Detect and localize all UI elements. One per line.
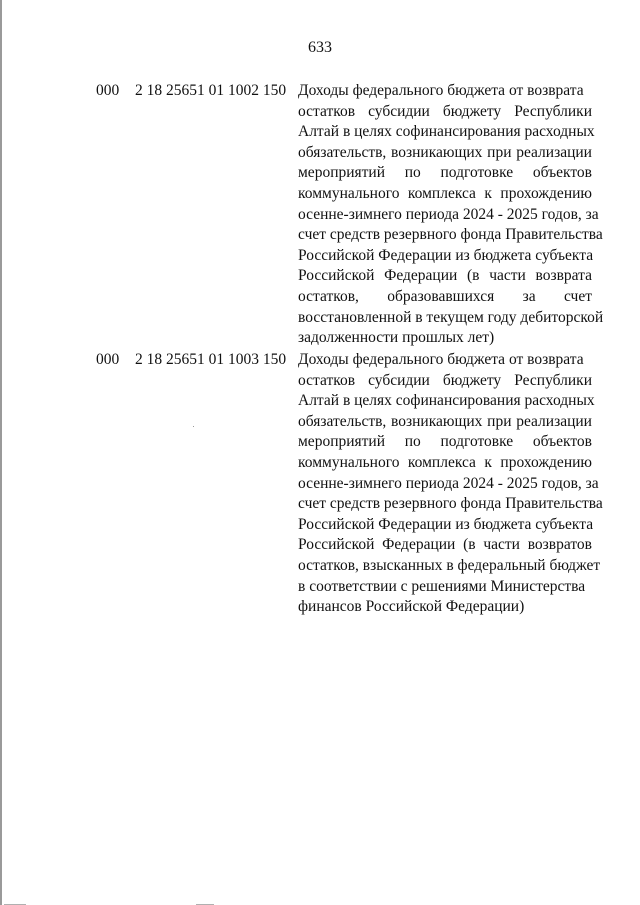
description-word: мероприятий [298,433,386,451]
description-line [298,432,592,453]
description-word: (в [467,267,480,285]
description-word: объектов [532,433,592,451]
description-word: остатков, [298,287,359,305]
description-line: осенне-зимнего периода 2024 - 2025 годов, за [298,474,599,492]
description-word: прохождению [500,453,592,471]
entry-description [298,81,604,349]
description-word: субсидии [368,371,430,389]
description-line [298,102,592,123]
description-line: Доходы федерального бюджета от возврата [298,82,584,99]
description-line: в соответствии с решениями Министерства [298,577,586,595]
description-line [298,143,592,164]
description-word: прохождению [500,184,592,202]
description-line [298,453,592,474]
description-line: Российской Федерации из бюджета субъекта [298,246,594,264]
description-word: обязательств, [298,143,387,161]
description-line: Алтай в целях софинансирования расходных [298,123,595,141]
description-word: возникающих [391,412,483,430]
description-word: возникающих [391,143,483,161]
description-line: осенне-зимнего периода 2024 - 2025 годов, за [298,205,599,223]
entry-description [298,350,603,618]
description-word: по [404,164,421,182]
description-word: возвратов [527,536,592,554]
description-word: бюджету [442,102,502,120]
description-word: реализации [516,143,592,161]
description-word: к [484,184,492,202]
description-word: Федерации [382,536,456,554]
description-line [298,535,592,556]
description-word: Республики [514,102,592,120]
description-line: Алтай в целях софинансирования расходных [298,392,595,410]
description-word: подготовке [440,164,514,182]
description-word: коммунального [298,184,400,202]
description-word: Российской [298,267,375,285]
description-word: по [404,433,421,451]
description-word: части [483,536,520,554]
description-word: возврата [535,267,592,285]
description-word: остатков [298,371,356,389]
description-line: Российской Федерации из бюджета субъекта [298,515,594,533]
description-line: задолженности прошлых лет) [298,329,495,347]
description-word: Федерации [384,267,458,285]
description-line: счет средств резервного фонда Правительства [298,226,603,244]
description-word: счет [563,287,592,305]
description-word: за [522,287,536,305]
description-line: финансов Российской Федерации) [298,598,525,616]
description-line: восстановленной в текущем году дебиторской [298,308,604,326]
description-word: (в [463,536,476,554]
scan-left-edge [0,0,2,905]
description-line [298,371,592,392]
description-line: остатков, взысканных в федеральный бюджет [298,556,601,574]
description-word: Республики [514,371,592,389]
admin-code: 000 [96,351,120,368]
scan-speck [193,426,194,427]
description-word: части [489,267,526,285]
description-line [298,266,592,287]
budget-classification-code: 2 18 25651 01 1003 150 [135,351,287,368]
description-line: счет средств резервного фонда Правительства [298,495,603,513]
description-word: субсидии [368,102,430,120]
description-word: при [487,412,512,430]
description-word: к [484,453,492,471]
description-line [298,163,592,184]
description-line [298,412,592,433]
description-line [298,287,592,308]
description-word: обязательств, [298,412,387,430]
description-word: при [487,143,512,161]
budget-classification-code: 2 18 25651 01 1002 150 [135,82,287,99]
description-line: Доходы федерального бюджета от возврата [298,351,584,368]
description-line [298,184,592,205]
description-word: Российской [298,536,375,554]
description-word: остатков [298,102,356,120]
description-word: подготовке [440,433,514,451]
description-word: комплекса [407,453,476,471]
description-word: объектов [532,164,592,182]
description-word: реализации [516,412,592,430]
description-word: коммунального [298,453,400,471]
description-word: образовавшихся [387,287,495,305]
description-word: комплекса [407,184,476,202]
description-word: мероприятий [298,164,386,182]
admin-code: 000 [96,82,120,99]
description-word: бюджету [442,371,502,389]
page-number: 633 [308,39,332,56]
